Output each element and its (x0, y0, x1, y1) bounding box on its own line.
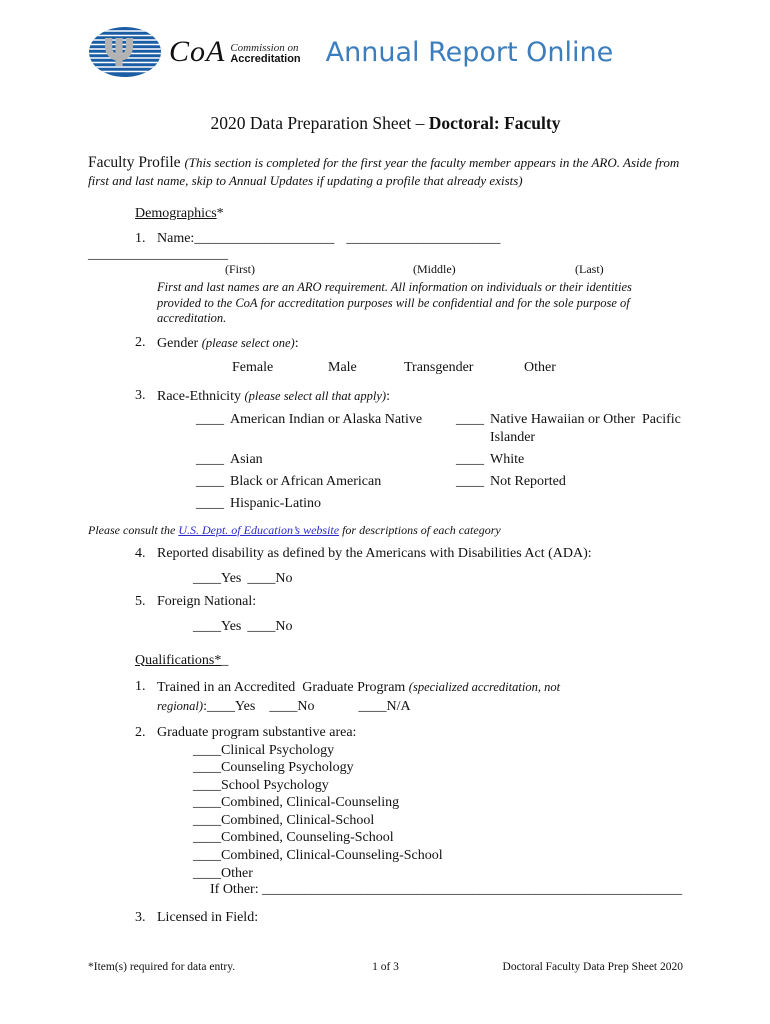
item-number: 2. (135, 724, 146, 740)
consult-pre: Please consult the (88, 522, 179, 537)
blank-line: ____ (196, 495, 224, 511)
area-option (193, 865, 683, 883)
gender-note: (please select one) (201, 335, 295, 350)
item-number: 1. (135, 678, 146, 694)
blank-line: ____ (456, 411, 484, 427)
footer-doc-name: Doctoral Faculty Data Prep Sheet 2020 (502, 961, 683, 973)
no-blank: ____No (247, 618, 293, 634)
trained-text: Trained in an Accredited Graduate Program (specialized accreditation, not regional):____Yes ____No ____N/A (157, 679, 561, 714)
name-part-labels (88, 262, 683, 278)
blank-line: ____ (193, 760, 221, 776)
race-option (196, 451, 456, 469)
coa-logo (88, 26, 301, 78)
item-disability (135, 545, 683, 563)
race-options (196, 411, 683, 513)
yes-blank: ____Yes (193, 570, 242, 586)
yes-blank: ____Yes (206, 698, 256, 714)
org-line2: Accreditation (230, 53, 301, 65)
faculty-profile-heading: Faculty Profile (88, 154, 185, 171)
no-blank: ____No (269, 698, 315, 714)
name-line (157, 230, 683, 248)
foreign-label: Foreign National: (157, 593, 257, 609)
area-options (193, 742, 683, 883)
item-name (135, 230, 683, 248)
blank-line: ____ (193, 795, 221, 811)
education-website-link[interactable]: U.S. Dept. of Education’s website (178, 522, 340, 537)
gender-label: Gender (157, 335, 202, 351)
race-option-label: Native Hawaiian or Other Pacific Islander (490, 411, 681, 445)
area-option-label: Combined, Clinical-School (221, 812, 375, 828)
org-line1: Commission on (230, 41, 299, 54)
name-blank-first: ____________________ (194, 231, 335, 246)
gender-option-other: Other (524, 359, 556, 375)
race-label: Race-Ethnicity (157, 388, 245, 404)
race-grid-empty-cell (456, 495, 683, 513)
org-name (230, 39, 300, 65)
psi-icon: Ψ (102, 31, 136, 75)
race-option-label: American Indian or Alaska Native (230, 411, 423, 427)
area-option (193, 742, 683, 760)
trained-note-line1: (specialized accreditation, not (408, 679, 561, 694)
area-option-label: Counseling Psychology (221, 760, 354, 776)
trained-note-line2: regional) (157, 698, 204, 713)
label-middle: (Middle) (413, 262, 456, 276)
gender-option-transgender: Transgender (404, 359, 474, 375)
item-number: 4. (135, 545, 146, 561)
blank-line: ____ (196, 411, 224, 427)
page-footer (88, 961, 683, 973)
race-option-label: Hispanic-Latino (230, 495, 321, 511)
foreign-yes-no (193, 618, 683, 636)
item-trained (135, 678, 683, 716)
area-label: Graduate program substantive area: (157, 724, 357, 740)
item-number: 1. (135, 231, 146, 246)
consult-line (88, 523, 683, 538)
blank-line: ____ (456, 451, 484, 467)
race-option (196, 411, 456, 447)
app-title: Annual Report Online (325, 36, 614, 68)
gender-options (88, 360, 683, 378)
item-number: 5. (135, 593, 146, 609)
race-option (456, 411, 683, 447)
name-blank-middle: ______________________ (346, 231, 501, 246)
area-option-label: Clinical Psychology (221, 742, 335, 758)
doc-title-bold: Doctoral: Faculty (428, 113, 561, 133)
area-option-label: School Psychology (221, 777, 329, 793)
qualifications-heading: Qualifications*_ (135, 652, 229, 668)
area-option (193, 777, 683, 795)
race-option (456, 451, 683, 469)
footer-required-note: *Item(s) required for data entry. (88, 961, 236, 973)
race-option (196, 473, 456, 491)
doc-title-normal: 2020 Data Preparation Sheet – (210, 113, 429, 133)
area-option (193, 829, 683, 847)
if-other-blank: ____________________________________________________________ (262, 882, 683, 898)
race-option (456, 473, 683, 491)
consult-post: for descriptions of each category (339, 522, 501, 537)
licensed-label: Licensed in Field: (157, 910, 259, 926)
name-note: First and last names are an ARO requirement. All information on individuals or their identities provided to the CoA for accreditation purposes will be confidential and for the sole purpose of accreditation. (157, 280, 632, 325)
item-number: 3. (135, 387, 146, 403)
blank-line: ____ (193, 777, 221, 793)
disability-yes-no (193, 570, 683, 588)
blank-line: ____ (193, 865, 221, 881)
item-foreign-national (135, 593, 683, 611)
area-option-label: Combined, Counseling-School (221, 830, 394, 846)
blank-line: ____ (193, 830, 221, 846)
item-number: 3. (135, 910, 146, 926)
area-option (193, 812, 683, 830)
no-blank: ____No (247, 570, 293, 586)
name-label: Name: (157, 231, 195, 246)
yes-blank: ____Yes (193, 618, 242, 634)
name-blank-last: ____________________ (88, 247, 228, 262)
item-race-ethnicity (135, 387, 683, 406)
item-number: 2. (135, 334, 146, 350)
trailing-underscore: _ (221, 652, 229, 668)
race-option-label: White (490, 451, 525, 467)
coa-wordmark: CoA (169, 35, 226, 68)
race-label-line: Race-Ethnicity (please select all that apply): (157, 388, 390, 404)
psi-globe-icon (88, 26, 162, 78)
area-option (193, 759, 683, 777)
area-option-label: Combined, Clinical-Counseling (221, 795, 400, 811)
area-option (193, 847, 683, 865)
blank-line: ____ (196, 473, 224, 489)
doc-title (88, 112, 683, 134)
area-option-label: Combined, Clinical-Counseling-School (221, 848, 443, 864)
item-gender (135, 334, 683, 353)
item-substantive-area (135, 724, 683, 742)
na-blank: ____N/A (358, 698, 411, 714)
demographics-heading: Demographics* (135, 206, 224, 221)
required-asterisk: * (216, 206, 224, 221)
race-option (196, 495, 456, 513)
race-note: (please select all that apply) (244, 388, 387, 403)
area-option (193, 794, 683, 812)
gender-label-line: Gender (please select one): (157, 335, 299, 351)
race-option-label: Black or African American (230, 473, 382, 489)
blank-line: ____ (193, 742, 221, 758)
faculty-profile-intro (88, 154, 683, 190)
gender-option-female: Female (232, 359, 274, 375)
area-option-label: Other (221, 865, 253, 881)
label-first: (First) (225, 262, 255, 276)
trained-label: Trained in an Accredited Graduate Program (157, 679, 409, 695)
race-option-label: Asian (230, 451, 263, 467)
item-licensed (135, 909, 683, 927)
header (88, 26, 683, 78)
required-asterisk: * (214, 652, 222, 668)
blank-line: ____ (193, 848, 221, 864)
if-other-line (210, 882, 683, 898)
blank-line: ____ (193, 812, 221, 828)
race-option-label: Not Reported (490, 473, 566, 489)
blank-line: ____ (196, 451, 224, 467)
gender-option-male: Male (328, 359, 357, 375)
if-other-label: If Other: (210, 882, 259, 898)
blank-line: ____ (456, 473, 484, 489)
footer-page-number: 1 of 3 (372, 961, 399, 973)
disability-label: Reported disability as defined by the Americans with Disabilities Act (ADA): (157, 545, 592, 561)
faculty-profile-note: (This section is completed for the first year the faculty member appears in the ARO. Aside from first and last name, skip to Annual Updates if updating a profile that already exists) (88, 155, 680, 188)
label-last: (Last) (575, 262, 604, 276)
